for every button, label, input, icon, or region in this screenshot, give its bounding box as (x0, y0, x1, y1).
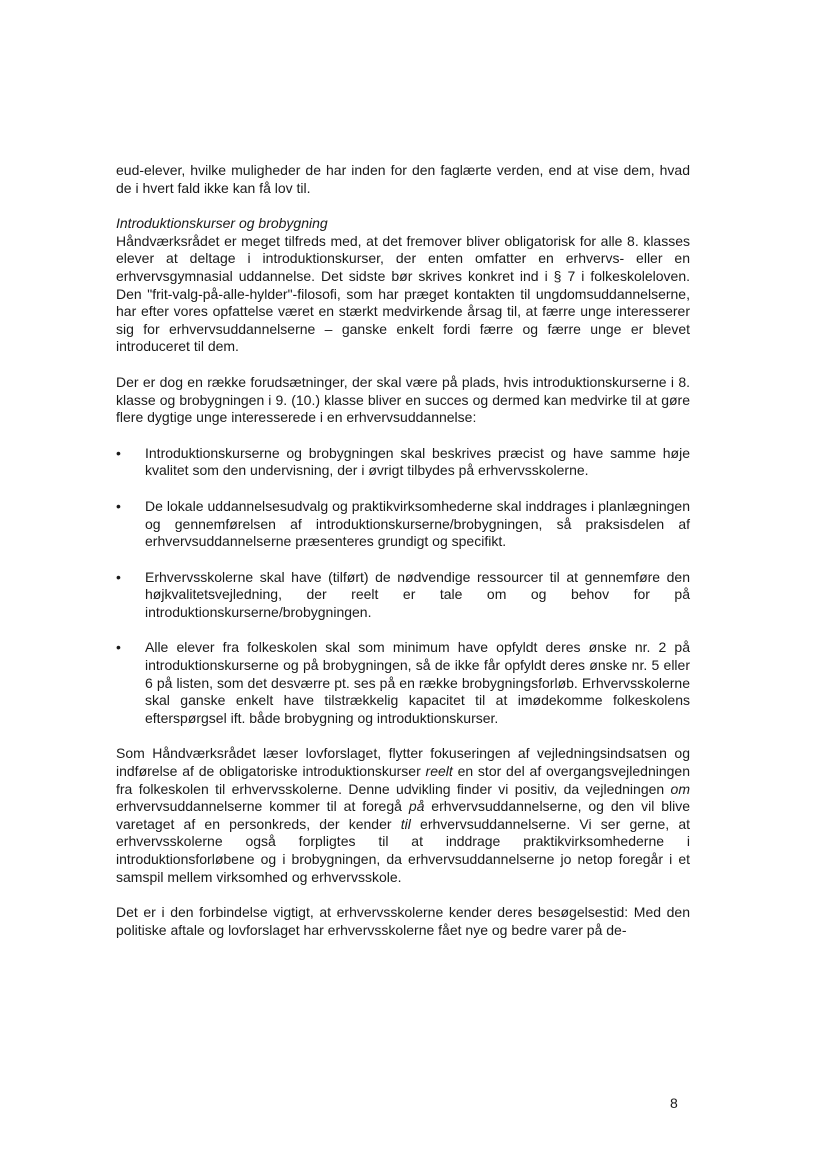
bullet-icon: • (116, 639, 121, 656)
emphasis-paa: på (408, 798, 425, 815)
paragraph-3-text: erhvervsuddannelserne, og den vil blive varetaget af en personkreds, der kender (116, 798, 690, 832)
paragraph-1: Håndværksrådet er meget tilfreds med, at det fremover bliver obligatorisk for alle 8. klasses elever at deltage i introduktionskurser, der enten omfatter en erhvervs- eller en erhvervsgymnasial uddannelse. Det sidste bør skrives konkret ind i § 7 i folkeskoleloven. Den "frit-valg-på-alle-hylder"-filosofi, som har præget kontakten til ungdomsuddannelserne, har efter vores opfattelse været en stærkt medvirkende årsag til, at færre unge interesserer sig for erhvervsuddannelserne – ganske enkelt fordi færre og færre unge er blevet introduceret til dem. (116, 232, 690, 355)
body-text (116, 162, 690, 939)
list-item-text: Introduktionskurserne og brobygningen skal beskrives præcist og have samme høje kvalitet som den undervisning, der i øvrigt tilbydes på erhvervsskolerne. (145, 444, 690, 479)
bullet-icon: • (116, 497, 121, 514)
list-item (116, 639, 690, 727)
emphasis-til: til (400, 815, 411, 832)
paragraph-2: Der er dog en række forudsætninger, der skal være på plads, hvis introduktionskurserne i 8. klasse og brobygningen i 9. (10.) klasse bliver en succes og dermed kan medvirke til at gøre flere dygtige unge interesserede i en erhvervsuddannelse: (116, 373, 690, 426)
opening-paragraph: eud-elever, hvilke muligheder de har inden for den faglærte verden, end at vise dem, hvad de i hvert fald ikke kan få lov til. (116, 162, 690, 196)
paragraph-3-text: Som Håndværksrådet læser lovforslaget, flytter fokuseringen af vejledningsindsatsen og indførelse af de obligatoriske introduktionskurser (116, 745, 690, 780)
emphasis-om: om (670, 780, 690, 797)
paragraph-3 (116, 745, 690, 886)
list-item-text: De lokale uddannelsesudvalg og praktikvirksomhederne skal inddrages i planlægningen og gennemførelsen af introduktionskurserne/brobygningen, så praksisdelen af erhvervsuddannelserne præsenteres grundigt og specifikt. (145, 497, 690, 550)
bullet-icon: • (116, 568, 121, 585)
paragraph-4: Det er i den forbindelse vigtigt, at erhvervsskolerne kender deres besøgelsestid: Med den politiske aftale og lovforslaget har erhvervsskolerne fået nye og bedre varer på de- (116, 904, 690, 938)
paragraph-3-text: erhvervsuddannelserne kommer til at foregå (116, 798, 409, 815)
paragraph-3-text: en stor del af overgangsvejledningen fra folkeskolen til erhvervsskolerne. Denne udvikling finder vi positiv, da vejledningen (116, 763, 690, 797)
requirements-list (116, 445, 690, 728)
section-heading: Introduktionskurser og brobygning (116, 215, 328, 232)
paragraph-3-text: erhvervsuddannelserne. Vi ser gerne, at erhvervsskolerne også forpligtes til at inddrage praktikvirksomhederne i introduktionsforløbene og i brobygningen, da erhvervsuddannelserne jo netop foregår i et samspil mellem virksomhed og erhvervsskole. (116, 815, 690, 885)
list-item (116, 445, 690, 480)
list-item-text: Alle elever fra folkeskolen skal som minimum have opfyldt deres ønske nr. 2 på introduktionskurserne og på brobygningen, så de ikke får opfyldt deres ønske nr. 5 eller 6 på listen, som det desværre pt. ses på en række brobygningsforløb. Erhvervsskolerne skal ganske enkelt have tilstrækkelig kapacitet til at imødekomme folkeskolens efterspørgsel ift. både brobygning og introduktionskurser. (145, 639, 690, 726)
bullet-icon: • (116, 444, 121, 461)
list-item (116, 498, 690, 551)
page-number: 8 (670, 1095, 678, 1111)
list-item (116, 569, 690, 622)
emphasis-reelt: reelt (425, 763, 453, 780)
list-item-text: Erhvervsskolerne skal have (tilført) de nødvendige ressourcer til at gennemføre den højkvalitetsvejledning, der reelt er tale om og behov for på introduktionskurserne/brobygningen. (145, 568, 690, 620)
